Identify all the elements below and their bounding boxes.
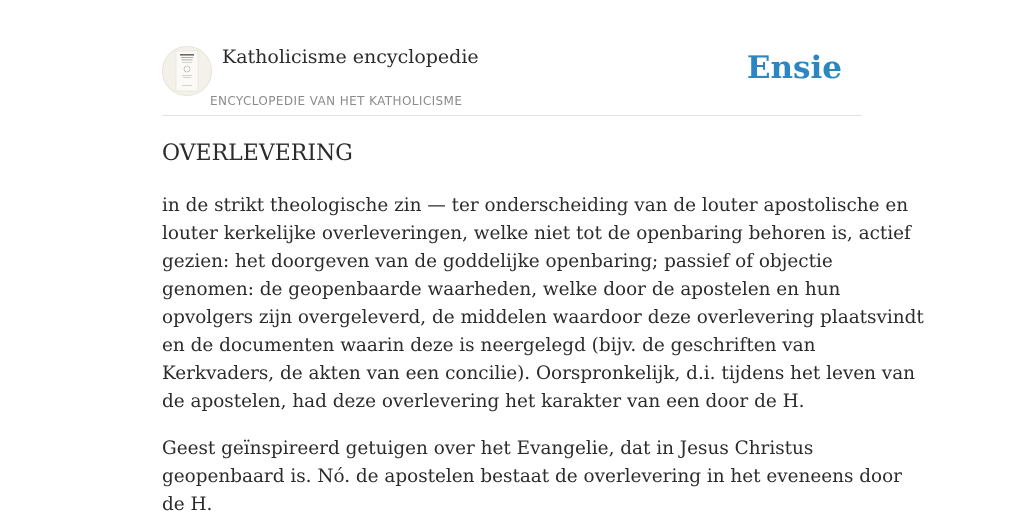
site-subtitle: ENCYCLOPEDIE VAN HET KATHOLICISME: [210, 94, 463, 108]
paragraph-line: de H.: [162, 494, 213, 512]
paragraph-line: de apostelen, had deze overlevering het karakter van een door de H.: [162, 391, 805, 412]
page: [162, 0, 924, 512]
article-paragraph-1: [162, 192, 924, 416]
article-paragraph-2: [162, 435, 902, 512]
paragraph-line: genomen: de geopenbaarde waarheden, welke door de apostelen en hun: [162, 279, 841, 300]
paragraph-line: Geest geïnspireerd getuigen over het Evangelie, dat in Jesus Christus: [162, 438, 814, 459]
paragraph-line: in de strikt theologische zin — ter onderscheiding van de louter apostolische en: [162, 195, 909, 216]
paragraph-line: gezien: het doorgeven van de goddelijke openbaring; passief of objectie: [162, 251, 833, 272]
paragraph-line: louter kerkelijke overleveringen, welke niet tot de openbaring behoren is, actief: [162, 223, 911, 244]
brand-logo[interactable]: Ensie: [746, 50, 842, 86]
entry-title: OVERLEVERING: [162, 141, 353, 166]
book-cover-icon[interactable]: [162, 46, 212, 96]
paragraph-line: geopenbaard is. Nó. de apostelen bestaat de overlevering in het eveneens door: [162, 466, 902, 487]
paragraph-line: opvolgers zijn overgeleverd, de middelen waardoor deze overlevering plaatsvindt: [162, 307, 924, 328]
site-title[interactable]: Katholicisme encyclopedie: [222, 46, 479, 68]
header-divider: [162, 115, 862, 116]
book-cover-icon-graphic: [163, 47, 211, 95]
paragraph-line: Kerkvaders, de akten van een concilie). Oorspronkelijk, d.i. tijdens het leven van: [162, 363, 916, 384]
paragraph-line: en de documenten waarin deze is neergelegd (bijv. de geschriften van: [162, 335, 816, 356]
